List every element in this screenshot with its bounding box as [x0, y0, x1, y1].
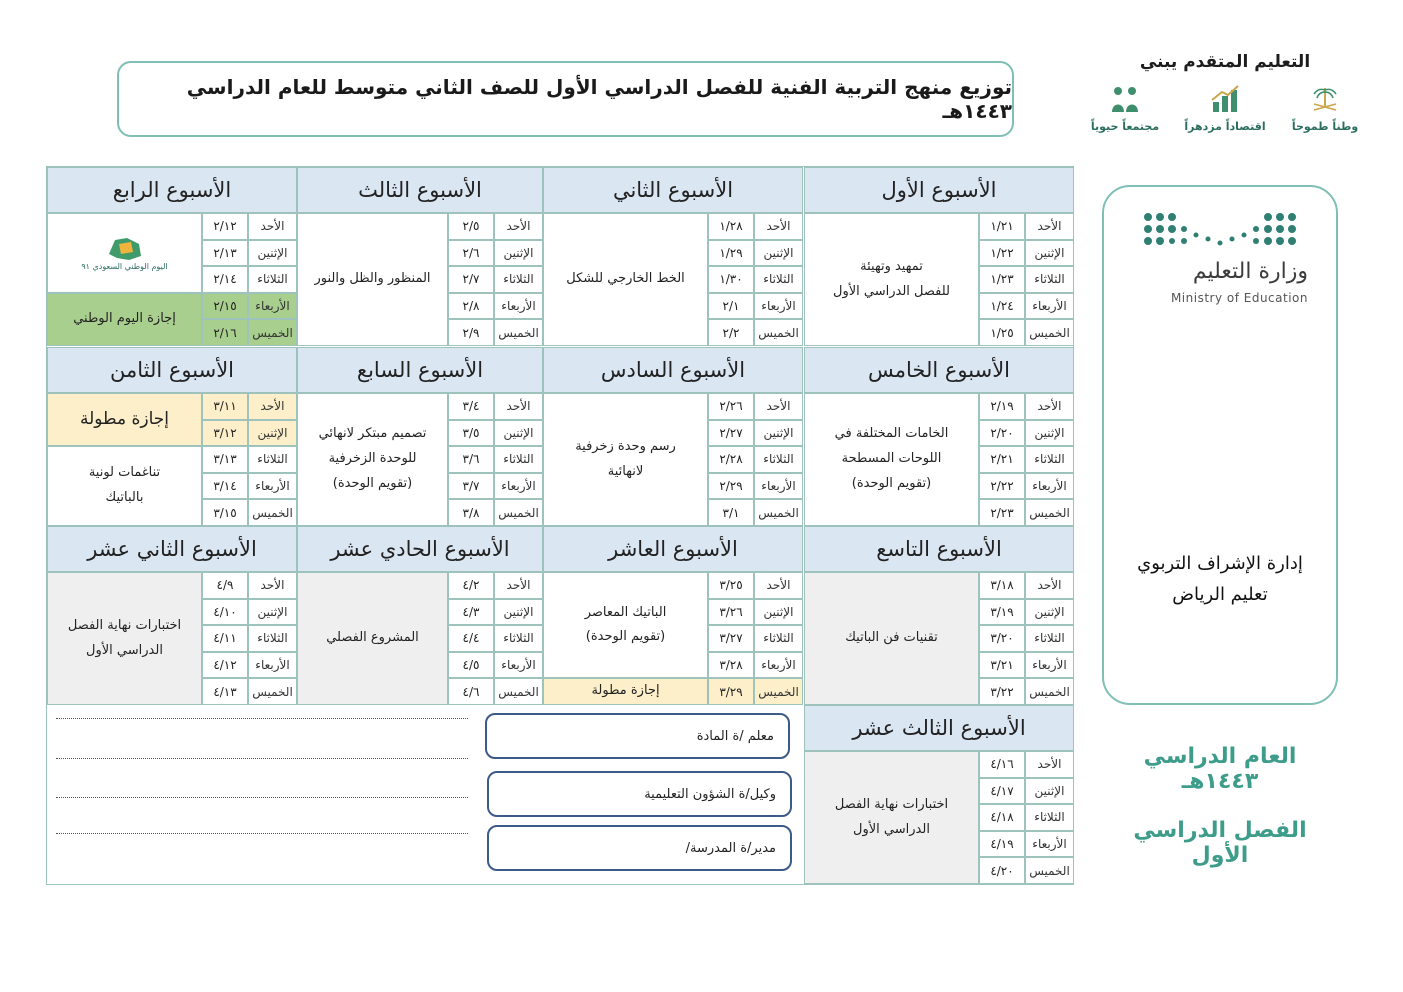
day-label: الأربعاء	[1025, 293, 1074, 320]
day-label: الخميس	[494, 499, 543, 526]
day-label: الإثنين	[248, 240, 297, 267]
date-label: ٢/٢٩	[708, 473, 754, 500]
date-label: ٢/١٣	[202, 240, 248, 267]
date-label: ٣/٧	[448, 473, 494, 500]
day-label: الأحد	[1025, 751, 1074, 778]
content-line: (تقويم الوحدة)	[851, 475, 932, 491]
date-label: ٣/٢٦	[708, 599, 754, 626]
content-line: الدراسي الأول	[86, 642, 163, 658]
date-label: ٣/٦	[448, 446, 494, 473]
content-line: اختبارات نهاية الفصل	[834, 796, 949, 812]
lesson-cell	[297, 213, 448, 346]
day-label: الثلاثاء	[1025, 625, 1074, 652]
day-label: الخميس	[248, 678, 297, 705]
content-line: بالباتيك	[105, 490, 144, 506]
day-label: الخميس	[1025, 319, 1074, 346]
day-label: الخميس	[754, 499, 803, 526]
day-label: الأحد	[754, 572, 803, 599]
date-label: ٢/٢١	[979, 446, 1025, 473]
page-title: توزيع منهج التربية الفنية للفصل الدراسي الأول للصف الثاني متوسط للعام الدراسي ١٤٤٣هـ	[117, 61, 1014, 137]
content-line: تقنيات فن الباتيك	[845, 630, 938, 646]
day-label: الإثنين	[1025, 420, 1074, 447]
week-header: الأسبوع الحادي عشر	[297, 526, 543, 572]
content-line: الخامات المختلفة في	[834, 426, 949, 442]
week-header: الأسبوع الثاني	[543, 167, 803, 213]
week-header: الأسبوع التاسع	[804, 526, 1074, 572]
date-label: ١/٢٩	[708, 240, 754, 267]
academic-term: الفصل الدراسي الأول	[1133, 818, 1307, 868]
date-label: ٢/١	[708, 293, 754, 320]
ministry-panel	[1102, 185, 1338, 705]
week-header: الأسبوع السادس	[543, 347, 803, 393]
date-label: ٤/٦	[448, 678, 494, 705]
content-line: (تقويم الوحدة)	[332, 475, 413, 491]
date-label: ٢/٨	[448, 293, 494, 320]
date-label: ٤/٣	[448, 599, 494, 626]
signature-line	[56, 718, 468, 719]
signature-label: معلم /ة المادة	[696, 728, 774, 744]
date-label: ٤/١٦	[979, 751, 1025, 778]
day-label: الأحد	[248, 572, 297, 599]
day-label: الثلاثاء	[1025, 266, 1074, 293]
date-label: ٢/٧	[448, 266, 494, 293]
lesson-cell	[804, 751, 979, 884]
content-line: الخط الخارجي للشكل	[566, 271, 685, 287]
date-label: ٣/١٤	[202, 473, 248, 500]
day-label: الخميس	[494, 678, 543, 705]
day-label: الإثنين	[494, 240, 543, 267]
day-label: الأربعاء	[1025, 652, 1074, 679]
content-line: الدراسي الأول	[853, 821, 930, 837]
week-header: الأسبوع السابع	[297, 347, 543, 393]
academic-year: العام الدراسي ١٤٤٣هـ	[1143, 744, 1297, 794]
content-line: اختبارات نهاية الفصل	[67, 617, 182, 633]
signature-teacher	[485, 713, 790, 759]
content-line: (تقويم الوحدة)	[585, 629, 666, 645]
day-label: الثلاثاء	[754, 625, 803, 652]
day-label: الثلاثاء	[494, 625, 543, 652]
date-label: ٤/١٠	[202, 599, 248, 626]
date-label: ٢/١٥	[202, 293, 248, 320]
day-label: الثلاثاء	[248, 625, 297, 652]
day-label: الإثنين	[1025, 240, 1074, 267]
content-line: المشروع الفصلي	[326, 630, 419, 646]
day-label: الإثنين	[494, 420, 543, 447]
date-label: ٣/١١	[202, 393, 248, 420]
brand-item-label: اقتصاداً مزدهراً	[1184, 120, 1266, 133]
day-label: الثلاثاء	[248, 446, 297, 473]
brand-item-nation	[1280, 82, 1370, 133]
date-label: ٤/٩	[202, 572, 248, 599]
holiday-cell: إجازة مطولة	[543, 678, 708, 705]
date-label: ٢/٢٧	[708, 420, 754, 447]
content-line: المنظور والظل والنور	[314, 271, 431, 287]
lesson-cell	[804, 393, 979, 526]
vision-branding	[1080, 50, 1370, 145]
day-label: الأحد	[494, 393, 543, 420]
content-line: لانهائية	[607, 463, 644, 479]
date-label: ٣/٢٠	[979, 625, 1025, 652]
date-label: ١/٢٨	[708, 213, 754, 240]
week-header: الأسبوع الأول	[804, 167, 1074, 213]
content-line: للفصل الدراسي الأول	[833, 283, 950, 299]
lesson-cell	[543, 393, 708, 526]
office-line: إدارة الإشراف التربوي	[1137, 553, 1303, 574]
signature-label: مدير/ة المدرسة/	[685, 840, 776, 856]
day-label: الإثنين	[754, 420, 803, 447]
date-label: ٢/١٩	[979, 393, 1025, 420]
day-label: الإثنين	[754, 240, 803, 267]
date-label: ٢/٢٦	[708, 393, 754, 420]
date-label: ٣/٢٧	[708, 625, 754, 652]
week-header: الأسبوع الرابع	[47, 167, 297, 213]
date-label: ١/٣٠	[708, 266, 754, 293]
day-label: الأربعاء	[494, 652, 543, 679]
date-label: ٤/٢	[448, 572, 494, 599]
date-label: ٤/١٧	[979, 778, 1025, 805]
week-header: الأسبوع الثامن	[47, 347, 297, 393]
lesson-cell	[804, 213, 979, 346]
date-label: ٣/١٨	[979, 572, 1025, 599]
day-label: الثلاثاء	[1025, 804, 1074, 831]
content-line: للوحدة الزخرفية	[328, 451, 417, 467]
day-label: الخميس	[494, 319, 543, 346]
ministry-name-ar: وزارة التعليم	[1192, 259, 1308, 284]
brand-slogan: التعليم المتقدم يبني	[1139, 52, 1311, 72]
date-label: ٣/١٥	[202, 499, 248, 526]
date-label: ٣/٤	[448, 393, 494, 420]
signature-deputy	[487, 771, 792, 817]
week-header: الأسبوع الخامس	[804, 347, 1074, 393]
lesson-cell	[47, 446, 202, 526]
day-label: الأحد	[494, 572, 543, 599]
date-label: ٢/٩	[448, 319, 494, 346]
day-label: الخميس	[248, 319, 297, 346]
day-label: الثلاثاء	[754, 266, 803, 293]
signature-principal	[487, 825, 792, 871]
day-label: الأربعاء	[248, 293, 297, 320]
date-label: ٣/٢٩	[708, 678, 754, 705]
palm-swords-icon	[1308, 82, 1342, 116]
day-label: الأربعاء	[248, 652, 297, 679]
office-name	[1104, 549, 1336, 610]
lesson-cell	[297, 393, 448, 526]
date-label: ٤/٤	[448, 625, 494, 652]
date-label: ٣/٥	[448, 420, 494, 447]
date-label: ١/٢٥	[979, 319, 1025, 346]
date-label: ٤/١٩	[979, 831, 1025, 858]
day-label: الخميس	[1025, 499, 1074, 526]
content-line: تصميم مبتكر لانهائي	[318, 426, 427, 442]
week-header: الأسبوع الثاني عشر	[47, 526, 297, 572]
day-label: الأحد	[494, 213, 543, 240]
day-label: الثلاثاء	[494, 266, 543, 293]
lesson-cell	[543, 213, 708, 346]
day-label: الأربعاء	[754, 473, 803, 500]
holiday-cell: إجازة اليوم الوطني	[47, 293, 202, 346]
date-label: ٢/١٤	[202, 266, 248, 293]
date-label: ٣/٨	[448, 499, 494, 526]
content-line: اللوحات المسطحة	[841, 451, 942, 467]
day-label: الإثنين	[248, 599, 297, 626]
date-label: ٢/٦	[448, 240, 494, 267]
day-label: الخميس	[1025, 857, 1074, 884]
signature-line	[56, 758, 468, 759]
date-label: ٣/٢١	[979, 652, 1025, 679]
content-line: الباتيك المعاصر	[584, 604, 667, 620]
day-label: الأربعاء	[1025, 831, 1074, 858]
date-label: ٣/١٢	[202, 420, 248, 447]
day-label: الأربعاء	[754, 293, 803, 320]
day-label: الأربعاء	[1025, 473, 1074, 500]
day-label: الخميس	[1025, 678, 1074, 705]
date-label: ٤/١١	[202, 625, 248, 652]
day-label: الأربعاء	[494, 473, 543, 500]
date-label: ١/٢٣	[979, 266, 1025, 293]
day-label: الأحد	[1025, 393, 1074, 420]
week-header: الأسبوع الثالث عشر	[804, 705, 1074, 751]
national-day-icon	[105, 234, 145, 262]
lesson-cell	[804, 572, 979, 705]
day-label: الخميس	[248, 499, 297, 526]
date-label: ٢/٢	[708, 319, 754, 346]
growth-chart-icon	[1208, 82, 1242, 116]
day-label: الإثنين	[248, 420, 297, 447]
signature-label: وكيل/ة الشؤون التعليمية	[644, 786, 776, 802]
date-label: ٢/١٢	[202, 213, 248, 240]
day-label: الأحد	[1025, 213, 1074, 240]
holiday-cell: إجازة مطولة	[47, 393, 202, 446]
day-label: الثلاثاء	[248, 266, 297, 293]
day-label: الإثنين	[494, 599, 543, 626]
signature-line	[56, 797, 468, 798]
brand-item-economy	[1180, 82, 1270, 133]
date-label: ٤/١٣	[202, 678, 248, 705]
date-label: ٢/٢٠	[979, 420, 1025, 447]
day-label: الثلاثاء	[754, 446, 803, 473]
week-header: الأسبوع الثالث	[297, 167, 543, 213]
office-line: تعليم الرياض	[1172, 583, 1268, 605]
signature-line	[56, 833, 468, 834]
day-label: الأحد	[754, 213, 803, 240]
national-day-text: اليوم الوطني السعودي ٩١	[81, 262, 168, 272]
day-label: الأربعاء	[754, 652, 803, 679]
date-label: ٤/١٢	[202, 652, 248, 679]
date-label: ٤/٥	[448, 652, 494, 679]
date-label: ٣/١٩	[979, 599, 1025, 626]
date-label: ٤/٢٠	[979, 857, 1025, 884]
lesson-cell	[297, 572, 448, 705]
day-label: الأحد	[1025, 572, 1074, 599]
lesson-cell	[543, 572, 708, 678]
date-label: ٢/٢٣	[979, 499, 1025, 526]
brand-item-label: مجتمعاً حيوياً	[1090, 120, 1160, 133]
content-line: تمهيد وتهيئة	[860, 258, 923, 274]
date-label: ٢/١٦	[202, 319, 248, 346]
day-label: الأحد	[248, 393, 297, 420]
brand-item-label: وطناً طموحاً	[1291, 120, 1359, 133]
national-day-logo	[47, 213, 202, 293]
date-label: ٣/٢٥	[708, 572, 754, 599]
day-label: الخميس	[754, 678, 803, 705]
date-label: ٢/٢٢	[979, 473, 1025, 500]
date-label: ٢/٥	[448, 213, 494, 240]
date-label: ٣/١	[708, 499, 754, 526]
content-line: تناغمات لونية	[88, 465, 161, 481]
day-label: الأربعاء	[494, 293, 543, 320]
day-label: الخميس	[754, 319, 803, 346]
day-label: الإثنين	[754, 599, 803, 626]
day-label: الأحد	[248, 213, 297, 240]
date-label: ١/٢٤	[979, 293, 1025, 320]
people-icon	[1108, 82, 1142, 116]
lesson-cell	[47, 572, 202, 705]
date-label: ١/٢٢	[979, 240, 1025, 267]
day-label: الأربعاء	[248, 473, 297, 500]
date-label: ١/٢١	[979, 213, 1025, 240]
date-label: ٣/١٣	[202, 446, 248, 473]
day-label: الأحد	[754, 393, 803, 420]
day-label: الإثنين	[1025, 778, 1074, 805]
date-label: ٢/٢٨	[708, 446, 754, 473]
date-label: ٤/١٨	[979, 804, 1025, 831]
week-header: الأسبوع العاشر	[543, 526, 803, 572]
brand-item-society	[1080, 82, 1170, 133]
date-label: ٣/٢٢	[979, 678, 1025, 705]
day-label: الثلاثاء	[1025, 446, 1074, 473]
ministry-name-en: Ministry of Education	[1170, 291, 1308, 305]
day-label: الثلاثاء	[494, 446, 543, 473]
content-line: رسم وحدة زخرفية	[575, 438, 676, 454]
date-label: ٣/٢٨	[708, 652, 754, 679]
day-label: الإثنين	[1025, 599, 1074, 626]
